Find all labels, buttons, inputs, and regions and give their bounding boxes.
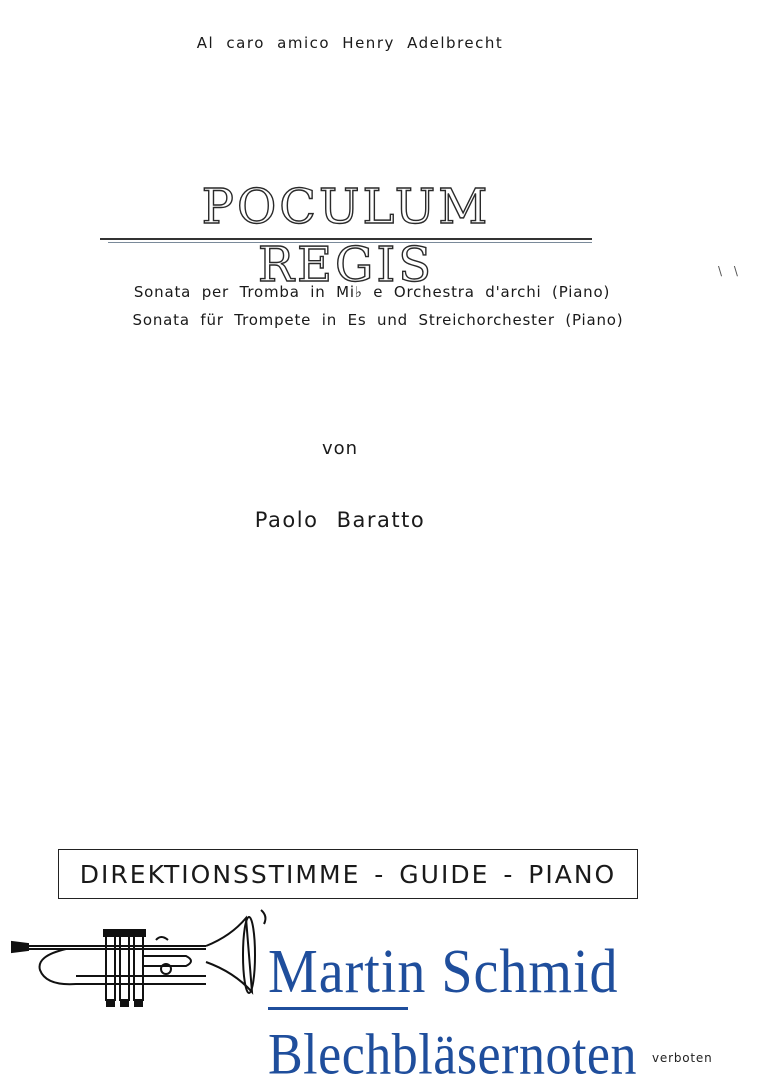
title-underline (100, 238, 592, 240)
part-label-box (58, 849, 638, 899)
title-block (100, 178, 592, 294)
watermark-line1: Martin Schmid (268, 936, 619, 1007)
trumpet-icon (6, 906, 276, 1010)
watermark-line2: Blechbläsernoten (268, 1022, 637, 1087)
composer-name: Paolo Baratto (254, 508, 426, 532)
subtitle-italian: Sonata per Tromba in Mi♭ e Orchestra d'archi (Piano) (133, 283, 611, 301)
subtitle-german: Sonata für Trompete in Es und Streichorchester (Piano) (132, 311, 624, 329)
page-title: POCULUM REGIS (201, 179, 491, 293)
watermark-stripe (268, 1007, 408, 1010)
by-word: von (321, 438, 359, 459)
part-label: DIREKTIONSSTIMME - GUIDE - PIANO (79, 859, 617, 889)
notice-fragment: verboten (652, 1051, 713, 1065)
stray-marks: \ \ (718, 264, 742, 278)
title-underline-secondary (108, 242, 592, 243)
dedication: Al caro amico Henry Adelbrecht (196, 34, 504, 52)
